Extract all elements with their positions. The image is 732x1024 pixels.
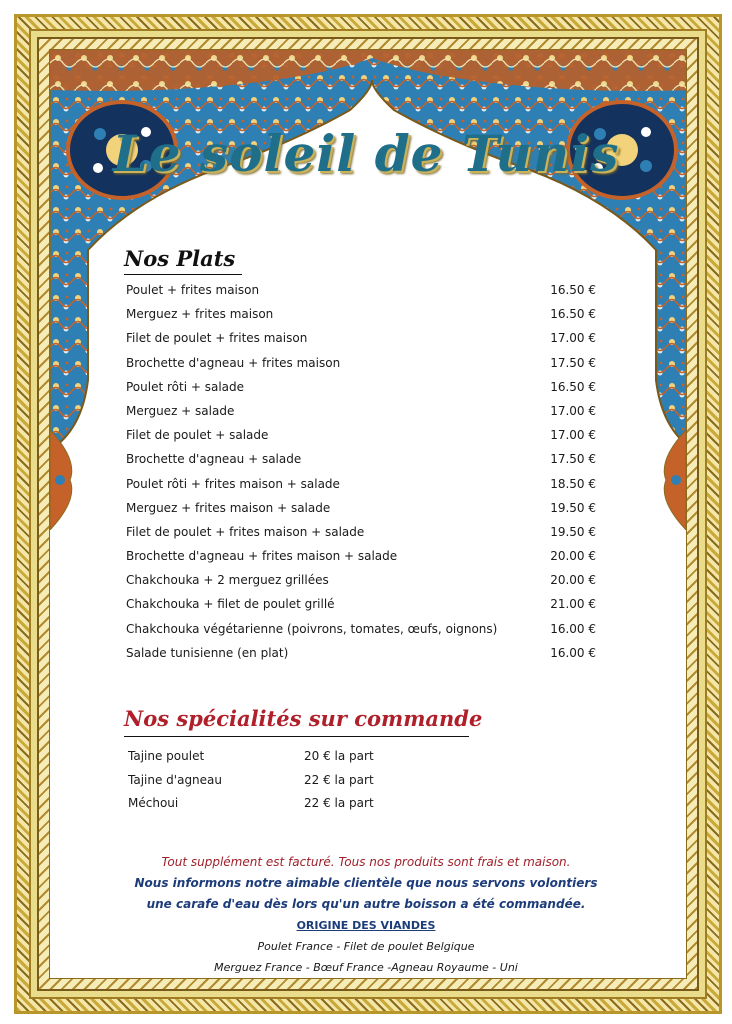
restaurant-title: Le soleil de Tunis [112, 124, 620, 183]
menu-item [126, 646, 596, 670]
menu-item-price: 16.50 € [550, 283, 596, 297]
menu-item-price: 20.00 € [550, 549, 596, 564]
menu-item [126, 356, 596, 380]
menu-item-price: 19.50 € [550, 500, 596, 515]
menu-item-name: Chakchouka + filet de poulet grillé [126, 597, 335, 612]
meat-origin-title: ORIGINE DES VIANDES [296, 919, 436, 932]
supplement-note: Tout supplément est facturé. Tous nos produits sont frais et maison. [161, 855, 571, 869]
menu-item-price: 20.00 € [550, 573, 596, 588]
menu-item-name: Chakchouka + 2 merguez grillées [126, 573, 329, 588]
menu-item-name: Poulet + frites maison [126, 283, 260, 297]
special-item-name: Tajine poulet [128, 749, 205, 763]
menu-item-name: Brochette d'agneau + frites maison + salade [126, 549, 398, 564]
menu-item [126, 283, 596, 307]
menu-item-price: 16.50 € [550, 379, 596, 394]
menu-item [126, 452, 596, 476]
special-item [128, 749, 468, 773]
special-item [128, 796, 468, 820]
special-item-name: Méchoui [128, 796, 179, 810]
plats-heading-underline [124, 274, 242, 275]
menu-item [126, 622, 596, 646]
plats-list [126, 283, 596, 670]
menu-item [126, 404, 596, 428]
menu-item [126, 525, 596, 549]
special-item [128, 773, 468, 797]
menu-item-name: Filet de poulet + salade [126, 428, 269, 443]
menu-item-name: Chakchouka végétarienne (poivrons, tomates, œufs, oignons) [126, 621, 498, 636]
specialites-list [128, 749, 468, 820]
menu-item-price: 21.00 € [550, 597, 596, 612]
menu-item-price: 16.00 € [550, 621, 596, 636]
menu-item [126, 380, 596, 404]
menu-item [126, 597, 596, 621]
menu-item-name: Poulet rôti + salade [126, 379, 245, 394]
menu-item-name: Poulet rôti + frites maison + salade [126, 476, 340, 491]
plats-heading [124, 246, 235, 271]
menu-item [126, 477, 596, 501]
menu-item-name: Merguez + frites maison [126, 307, 274, 322]
side-ornament-right [658, 430, 686, 530]
special-item-price: 20 € la part [304, 749, 374, 763]
menu-item [126, 331, 596, 355]
menu-item-name: Brochette d'agneau + frites maison [126, 355, 341, 370]
menu-item-price: 17.00 € [550, 331, 596, 346]
plats-heading-text: Nos Plats [124, 246, 236, 271]
menu-item-price: 17.50 € [550, 452, 596, 467]
special-item-name: Tajine d'agneau [128, 772, 223, 787]
menu-item-name: Salade tunisienne (en plat) [126, 645, 289, 660]
water-note-line-2: une carafe d'eau dès lors qu'un autre boisson a été commandée. [146, 897, 586, 911]
menu-item-name: Filet de poulet + frites maison + salade [126, 524, 365, 539]
menu-item [126, 307, 596, 331]
menu-item [126, 573, 596, 597]
menu-item-price: 17.00 € [550, 403, 596, 418]
water-note-line-1: Nous informons notre aimable clientèle que nous servons volontiers [134, 876, 598, 890]
special-item-price: 22 € la part [304, 772, 374, 787]
menu-item [126, 428, 596, 452]
specialites-heading-text: Nos spécialités sur commande [124, 706, 483, 731]
menu-item-price: 17.50 € [550, 355, 596, 370]
menu-item-price: 17.00 € [550, 428, 596, 443]
menu-item-name: Merguez + frites maison + salade [126, 500, 331, 515]
menu-item-price: 18.50 € [550, 476, 596, 491]
menu-item-price: 19.50 € [550, 524, 596, 539]
footer-notes [0, 852, 732, 978]
menu-item-price: 16.00 € [550, 645, 596, 660]
menu-item-name: Merguez + salade [126, 403, 235, 418]
menu-item-name: Brochette d'agneau + salade [126, 452, 302, 467]
menu-item [126, 501, 596, 525]
side-ornament-left [50, 430, 78, 530]
specialites-heading-underline [124, 736, 469, 737]
specialites-heading [124, 706, 482, 731]
menu-item-price: 16.50 € [550, 307, 596, 322]
menu-item-name: Filet de poulet + frites maison [126, 331, 308, 346]
special-item-price: 22 € la part [304, 796, 374, 810]
meat-origin-line-2: Merguez France - Bœuf France -Agneau Royaume - Uni [214, 961, 518, 974]
meat-origin-line-1: Poulet France - Filet de poulet Belgique [257, 940, 475, 953]
menu-item [126, 549, 596, 573]
